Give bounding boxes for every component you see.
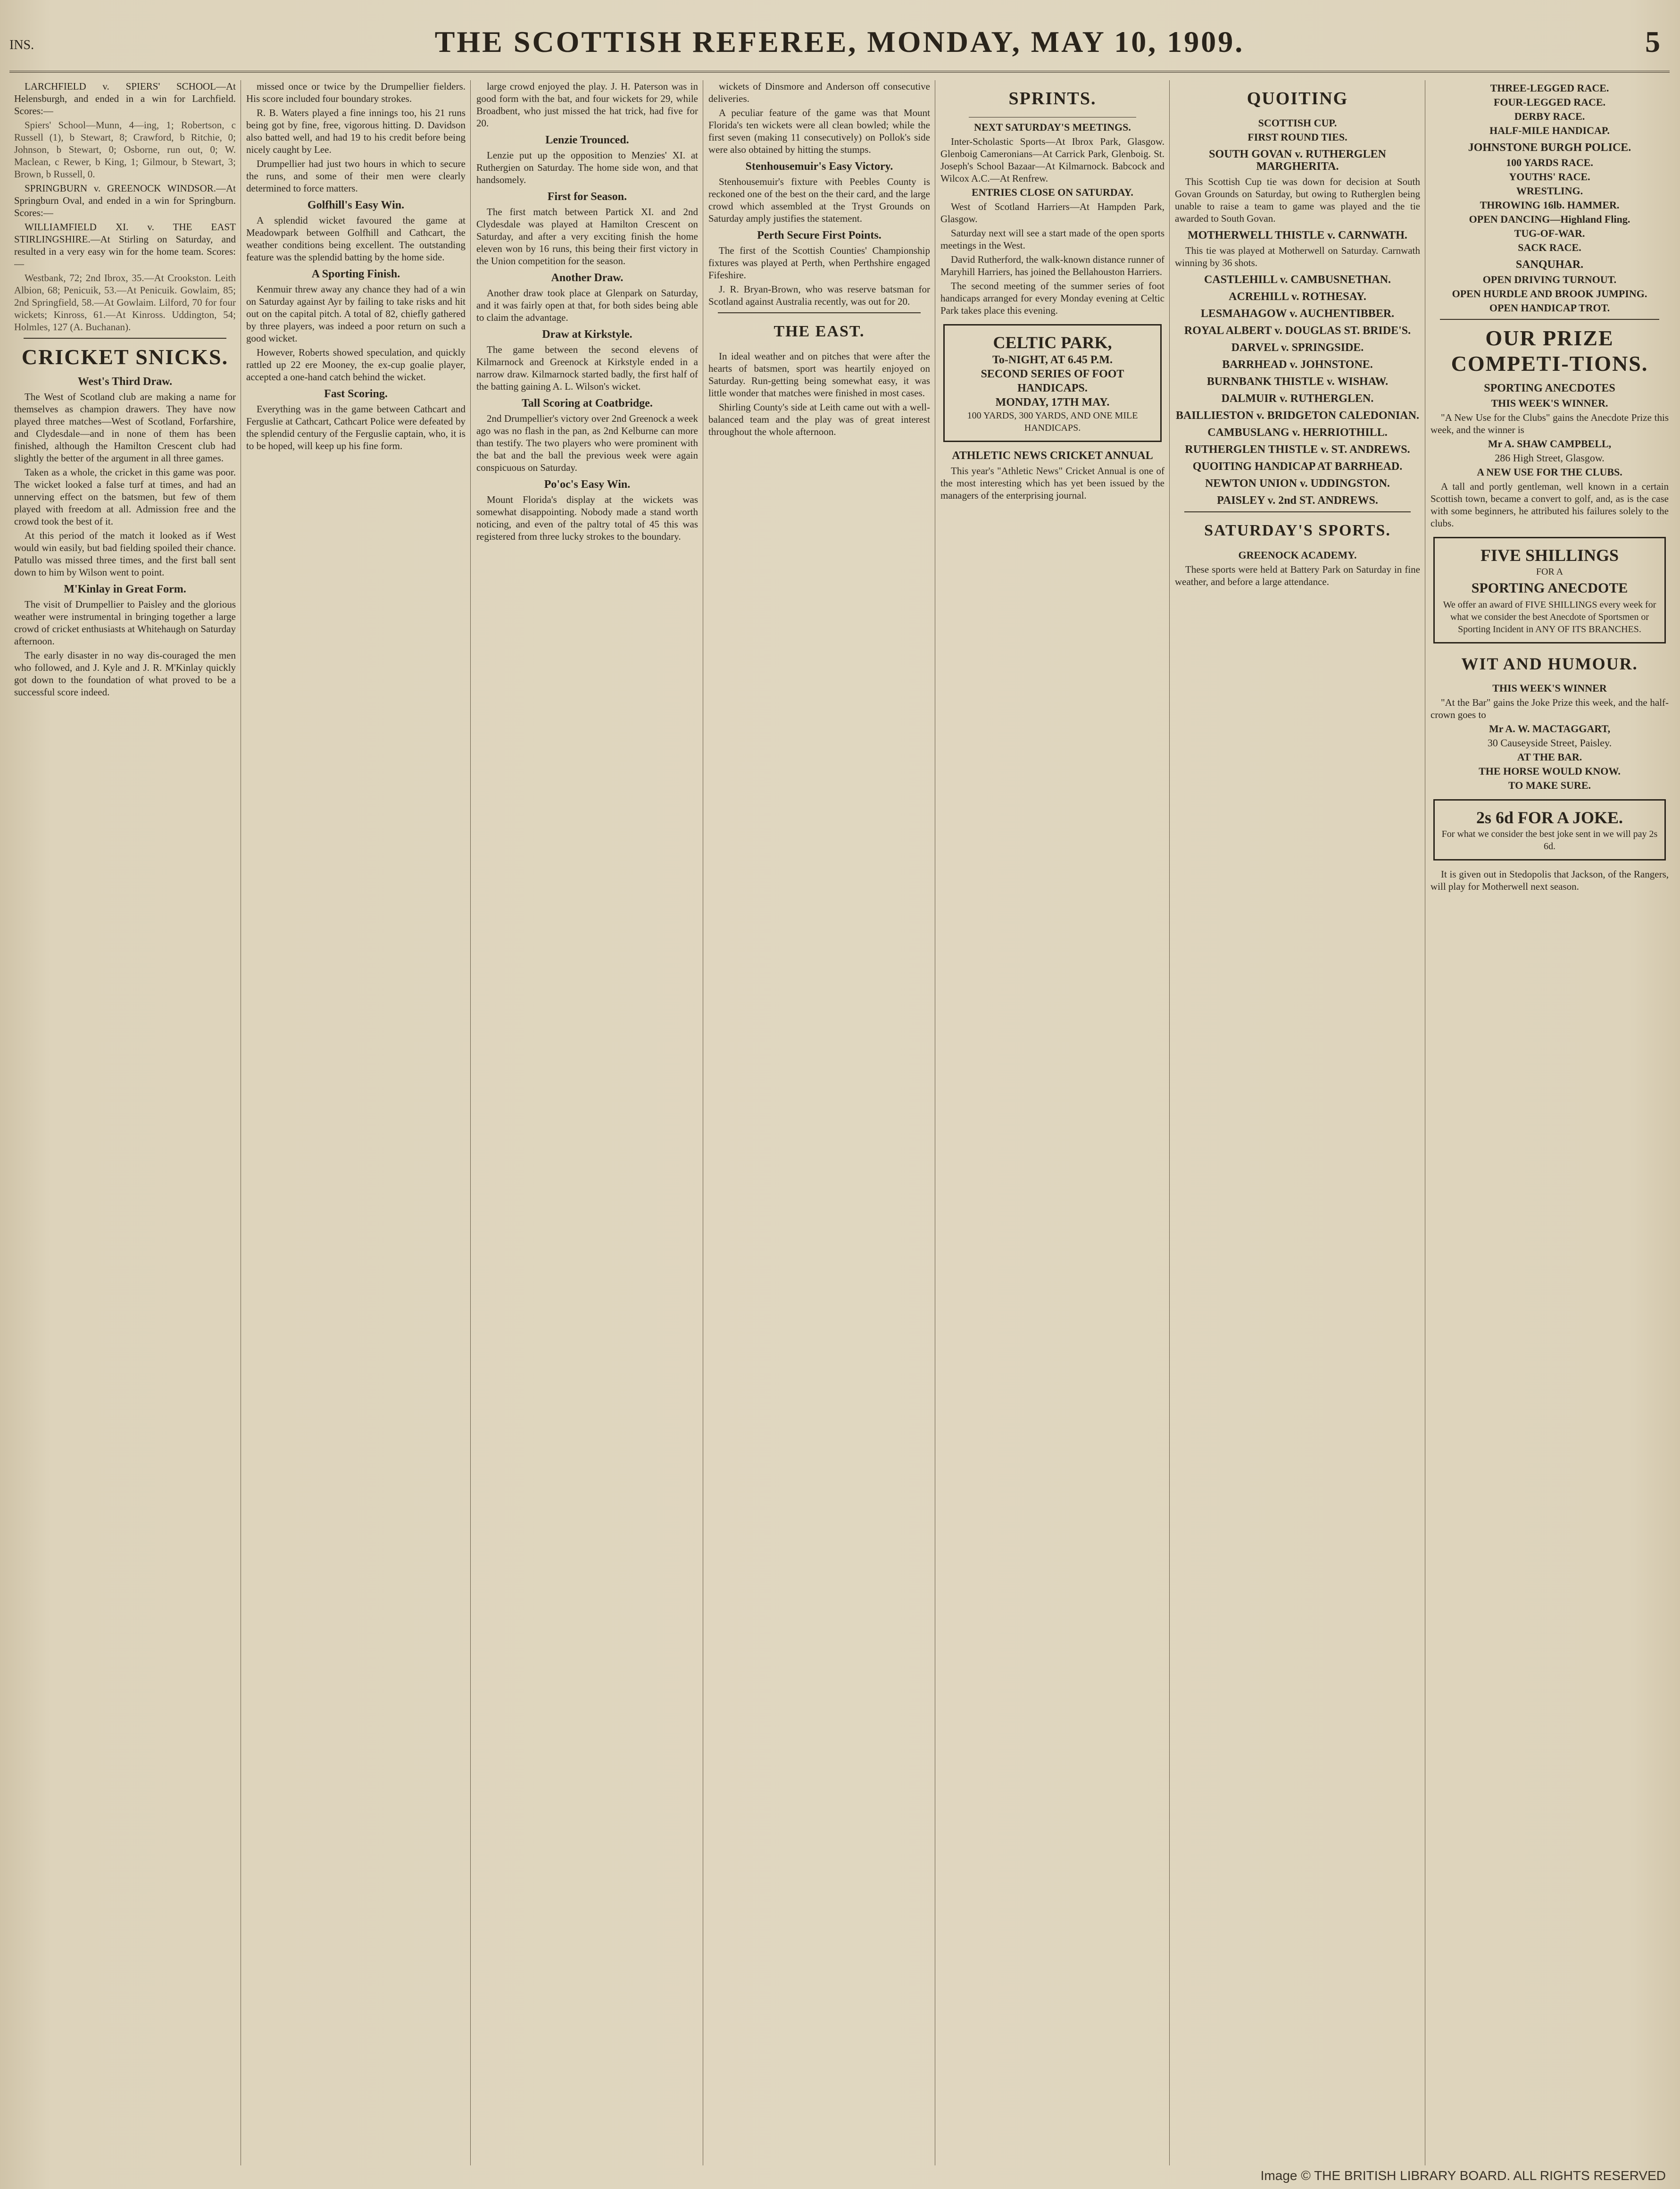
article-paragraph: Kenmuir threw away any chance they had of a win on Saturday against Ayr by failing to take risks and hit out on the capital pitch. A total of 82, chiefly gathered by three players, was indeed a poor return on such a good wicket. (246, 284, 466, 344)
wit-humour-heading: WIT AND HUMOUR. (1461, 654, 1638, 673)
event-heading: DERBY RACE. (1514, 110, 1585, 122)
masthead (9, 14, 1670, 73)
article-heading: SPORTING ANECDOTES (1484, 382, 1615, 394)
column-3 (476, 80, 698, 2165)
column-1 (14, 80, 236, 2165)
event-heading: THROWING 16lb. HAMMER. (1480, 199, 1620, 211)
winner-name: Mr A. W. MACTAGGART, (1489, 723, 1611, 735)
article-subheading: Lenzie Trounced. (545, 134, 629, 146)
article-subheading: SCOTTISH CUP. (1258, 117, 1337, 129)
section-rule (1440, 319, 1659, 320)
match-heading: BURNBANK THISTLE v. WISHAW. (1206, 376, 1389, 388)
article-subheading: ENTRIES CLOSE ON SATURDAY. (972, 186, 1133, 198)
article-subheading: Another Draw. (551, 272, 624, 284)
article-paragraph: Mount Florida's display at the wickets was somewhat disappointing. Nobody made a stand worth noticing, and even of the paltry total of 45 this was registered from three lucky strokes to the boundary. (476, 494, 698, 542)
article-paragraph: The game between the second elevens of Kilmarnock and Greenock at Kirkstyle ended in a narrow draw. Kilmarnock started badly, the first half of the batting gaining A. L. Wilson's wicket. (476, 344, 698, 392)
article-paragraph: David Rutherford, the walk-known distance runner of Maryhill Harriers, has joined the Bellahouston Harriers. (940, 254, 1164, 277)
event-heading: TUG-OF-WAR. (1514, 227, 1585, 239)
article-paragraph: "A New Use for the Clubs" gains the Anecdote Prize this week, and the winner is (1430, 412, 1669, 435)
article-paragraph: SPRINGBURN v. GREENOCK WINDSOR.—At Springburn Oval, and ended in a win for Springburn. Scores:— (14, 183, 236, 218)
five-shillings-advert (1433, 537, 1666, 643)
column-divider (1169, 80, 1170, 2165)
article-paragraph: Another draw took place at Glenpark on Saturday, and it was fairly open at that, for both sides being able to claim the advantage. (476, 287, 698, 323)
match-heading: LESMAHAGOW v. AUCHENTIBBER. (1200, 308, 1395, 320)
article-heading: SANQUHAR. (1515, 259, 1584, 271)
article-paragraph: Taken as a whole, the cricket in this game was poor. The wicket looked a false turf at times, and had an unnerving effect on the batsmen, but few of them played with freedom at all. Admission free and the crowd took the best of it. (14, 467, 236, 527)
article-heading: JOHNSTONE BURGH POLICE. (1468, 142, 1631, 154)
scores-block: Spiers' School—Munn, 4—ing, 1; Robertson, c Russell (1), b Stewart, 8; Crawford, b Ritchie, 0; Johnson, b Stewart, 0; Osborne, run out, 0; W. Maclean, c Rewer, b King, 1; Gilmour, b Stewart, 3; Brown, b Russell, 0. (14, 119, 236, 180)
article-subheading: TO MAKE SURE. (1508, 779, 1591, 791)
column-5 (940, 80, 1164, 2165)
copyright-footer: Image © THE BRITISH LIBRARY BOARD. ALL RIGHTS RESERVED (1260, 2168, 1666, 2183)
article-heading: ATHLETIC NEWS CRICKET ANNUAL (952, 450, 1153, 462)
edge-text: INS. (9, 38, 34, 52)
match-heading: MOTHERWELL THISTLE v. CARNWATH. (1188, 229, 1407, 242)
advert-detail: We offer an award of FIVE SHILLINGS every week for what we consider the best Anecdote of Sportsmen or Sporting Incident in ANY OF ITS BRANCHES. (1443, 600, 1656, 635)
article-subheading: Tall Scoring at Coatbridge. (522, 397, 653, 409)
article-paragraph: The first match between Partick XI. and 2nd Clydesdale was played at Hamilton Crescent on Saturday, and after a very exciting finish the home eleven won by 16 runs, this being their first victory in the Union competition for the season. (476, 206, 698, 267)
section-heading: QUOITING (1247, 89, 1348, 109)
article-paragraph: Stenhousemuir's fixture with Peebles County is reckoned one of the best on the their card, and the large crowd which assembled at the Tryst Grounds on Saturday amply justifies the statement. (708, 176, 930, 224)
section-heading: SPRINTS. (1008, 89, 1097, 109)
winner-name: Mr A. SHAW CAMPBELL, (1488, 438, 1612, 450)
article-paragraph: missed once or twice by the Drumpellier fielders. His score included four boundary strokes. (246, 81, 466, 104)
article-subheading: THIS WEEK'S WINNER. (1491, 397, 1608, 409)
article-paragraph: Shirling County's side at Leith came out with a well-balanced team and the play was of great interest throughout the whole afternoon. (708, 401, 930, 437)
advert-subtitle: SECOND SERIES OF FOOT HANDICAPS. (981, 368, 1124, 394)
winner-address: 286 High Street, Glasgow. (1495, 452, 1605, 464)
article-paragraph: "At the Bar" gains the Joke Prize this week, and the half-crown goes to (1430, 697, 1669, 720)
article-paragraph: The early disaster in no way dis-couraged the men who followed, and J. Kyle and J. R. M'Kinlay quickly got down to the foundation of what proved to be a successful score indeed. (14, 650, 236, 698)
match-heading: BAILLIESTON v. BRIDGETON CALEDONIAN. (1176, 409, 1419, 422)
article-subheading: NEXT SATURDAY'S MEETINGS. (974, 121, 1131, 133)
advert-detail: For what we consider the best joke sent in we will pay 2s 6d. (1441, 829, 1658, 852)
article-paragraph: J. R. Bryan-Brown, who was reserve batsman for Scotland against Australia recently, was out for 20. (708, 284, 930, 307)
article-paragraph: However, Roberts showed speculation, and quickly rattled up 22 ere Mooney, the ex-cup goalie player, accepted a one-hand catch behind the wicket. (246, 347, 466, 383)
section-rule (24, 338, 226, 339)
article-subheading: Perth Secure First Points. (757, 229, 882, 242)
results-list: Westbank, 72; 2nd Ibrox, 35.—At Crookston. Leith Albion, 68; Penicuik, 53.—At Penicuik. Gowlaim, 85; 2nd Springfield, 58.—At Gowlaim. Lilford, 70 for four wickets; Kinross, 61.—At Kinross. Uddington, 54; Holmles, 127 (A. Buchanan). (14, 272, 236, 333)
article-paragraph: A tall and portly gentleman, well known in a certain Scottish town, became a convert to golf, and, as is the case with some beginners, he attributed his failures solely to the clubs. (1430, 481, 1669, 529)
article-subheading: QUOITING HANDICAP AT BARRHEAD. (1192, 460, 1403, 473)
match-heading: RUTHERGLEN THISTLE v. ST. ANDREWS. (1185, 443, 1410, 456)
article-subheading: THIS WEEK'S WINNER (1492, 682, 1607, 694)
column-4 (708, 80, 930, 2165)
article-paragraph: It is given out in Stedopolis that Jackson, of the Rangers, will play for Motherwell next season. (1430, 869, 1669, 892)
advert-subtitle: SPORTING ANECDOTE (1471, 580, 1628, 596)
column-2 (246, 80, 466, 2165)
article-subheading: M'Kinlay in Great Form. (64, 583, 186, 595)
prize-competitions-heading: OUR PRIZE COMPETI-TIONS. (1451, 326, 1648, 376)
event-heading: OPEN DRIVING TURNOUT. (1482, 274, 1617, 285)
article-paragraph: A splendid wicket favoured the game at Meadowpark between Golfhill and Cathcart, the weather conditions being excellent. The outstanding feature was the splendid batting by the home side. (246, 215, 466, 263)
celtic-park-advert (943, 324, 1162, 442)
event-heading: THREE-LEGGED RACE. (1490, 82, 1609, 94)
match-heading: DALMUIR v. RUTHERGLEN. (1221, 393, 1374, 405)
match-heading: CAMBUSLANG v. HERRIOTHILL. (1207, 426, 1388, 439)
article-paragraph: Saturday next will see a start made of the open sports meetings in the West. (940, 227, 1164, 251)
column-divider (470, 80, 471, 2165)
advert-time: To-NIGHT, AT 6.45 P.M. (992, 354, 1113, 366)
article-paragraph: The first of the Scottish Counties' Championship fixtures was played at Perth, when Perthshire engaged Fifeshire. (708, 245, 930, 281)
event-heading: 100 YARDS RACE. (1506, 157, 1593, 168)
article-paragraph: This year's "Athletic News" Cricket Annual is one of the most interesting which has yet been issued by the managers of the enterprising journal. (940, 465, 1164, 501)
article-paragraph: large crowd enjoyed the play. J. H. Paterson was in good form with the bat, and four wickets for 29, while Broadbent, who just missed the hat trick, had five for 20. (476, 81, 698, 129)
column-6 (1175, 80, 1420, 2165)
article-paragraph: West of Scotland Harriers—At Hampden Park, Glasgow. (940, 201, 1164, 225)
article-subheading: Po'oc's Easy Win. (544, 478, 631, 491)
article-paragraph: Everything was in the game between Cathcart and Ferguslie at Cathcart, Cathcart Police were defeated by the splendid century of the Ferguslie captain, who, it is to be hoped, will keep up his fine form. (246, 403, 466, 451)
masthead-title: THE SCOTTISH REFEREE, MONDAY, MAY 10, 1909. (434, 25, 1245, 58)
event-heading: WRESTLING. (1516, 185, 1583, 197)
event-heading: HALF-MILE HANDICAP. (1489, 125, 1610, 136)
article-subheading: Stenhousemuir's Easy Victory. (745, 160, 893, 173)
section-heading: SATURDAY'S SPORTS. (1204, 522, 1391, 539)
article-paragraph: This Scottish Cup tie was down for decision at South Govan Grounds on Saturday, but owing to Rutherglen being unable to raise a team to game was played and the tie awarded to South Govan. (1175, 176, 1420, 224)
match-heading: CASTLEHILL v. CAMBUSNETHAN. (1204, 274, 1391, 286)
match-heading: DARVEL v. SPRINGSIDE. (1231, 342, 1364, 354)
section-heading: THE EAST. (773, 323, 865, 340)
match-heading: PAISLEY v. 2nd ST. ANDREWS. (1217, 494, 1378, 507)
article-paragraph: The second meeting of the summer series of foot handicaps arranged for every Monday evening at Celtic Park takes place this evening. (940, 280, 1164, 316)
match-heading: SOUTH GOVAN v. RUTHERGLEN MARGHERITA. (1209, 148, 1386, 173)
article-subheading: Draw at Kirkstyle. (542, 328, 632, 341)
advert-title: CELTIC PARK, (993, 333, 1112, 352)
advert-date: MONDAY, 17TH MAY. (995, 396, 1110, 409)
match-heading: ACREHILL v. ROTHESAY. (1229, 291, 1366, 303)
match-heading: BARRHEAD v. JOHNSTONE. (1222, 359, 1373, 371)
article-paragraph: The West of Scotland club are making a name for themselves as champion drawers. They have now played three matches—West of Scotland, Forfarshire, and Clydesdale—and in none of them has been finished, although the Hamilton Crescent club had slightly the better of the argument in all three games. (14, 391, 236, 464)
page-number: 5 (1645, 25, 1660, 58)
column-7 (1430, 80, 1669, 2165)
article-paragraph: At this period of the match it looked as if West would win easily, but bad fielding spoiled their chance. Patullo was missed three times, and the first ball sent down to him by Wilson went to point. (14, 530, 236, 578)
advert-detail: 100 YARDS, 300 YARDS, AND ONE MILE HANDICAPS. (967, 410, 1138, 433)
section-rule (1184, 511, 1411, 512)
article-paragraph: Lenzie put up the opposition to Menzies' XI. at Ruthergien on Saturday. The home side won, and that handsomely. (476, 150, 698, 185)
event-heading: FOUR-LEGGED RACE. (1493, 96, 1606, 108)
article-paragraph: The visit of Drumpellier to Paisley and the glorious weather were instrumental in bringing together a large crowd of cricket enthusiasts at Whitehaugh on Saturday afternoon. (14, 599, 236, 647)
article-paragraph: LARCHFIELD v. SPIERS' SCHOOL—At Helensburgh, and ended in a win for Larchfield. Scores:— (14, 81, 236, 117)
event-heading: OPEN DANCING—Highland Fling. (1469, 213, 1630, 225)
article-subheading: West's Third Draw. (77, 376, 173, 388)
advert-title: 2s 6d FOR A JOKE. (1476, 808, 1623, 827)
event-heading: SACK RACE. (1518, 242, 1581, 253)
article-paragraph: WILLIAMFIELD XI. v. THE EAST STIRLINGSHIRE.—At Stirling on Saturday, and resulted in a very easy win for the home team. Scores:— (14, 221, 236, 269)
article-subheading: GREENOCK ACADEMY. (1238, 549, 1357, 561)
article-subheading: THE HORSE WOULD KNOW. (1479, 765, 1621, 777)
article-paragraph: Drumpellier had just two hours in which to secure the runs, and some of their men were clearly determined to force matters. (246, 158, 466, 194)
article-subheading: First for Season. (547, 191, 627, 203)
article-subheading: A Sporting Finish. (311, 268, 400, 280)
article-paragraph: In ideal weather and on pitches that were after the hearts of batsmen, sport was heartily enjoyed on Saturday. Run-getting being somewhat easy, it was little wonder that matches were finished in most cases. (708, 351, 930, 399)
article-subheading: A NEW USE FOR THE CLUBS. (1477, 466, 1622, 478)
article-subheading: Golfhill's Easy Win. (307, 199, 405, 211)
article-paragraph: This tie was played at Motherwell on Saturday. Carnwath winning by 36 shots. (1175, 245, 1420, 268)
event-heading: OPEN HURDLE AND BROOK JUMPING. (1452, 288, 1647, 300)
joke-advert (1433, 799, 1666, 861)
section-heading: CRICKET SNICKS. (21, 345, 229, 369)
section-rule (718, 312, 921, 313)
event-heading: YOUTHS' RACE. (1509, 171, 1590, 183)
match-heading: NEWTON UNION v. UDDINGSTON. (1205, 477, 1390, 490)
winner-address: 30 Causeyside Street, Paisley. (1487, 737, 1612, 749)
advert-for: FOR A (1536, 567, 1564, 577)
article-paragraph: 2nd Drumpellier's victory over 2nd Greenock a week ago was no flash in the pan, as 2nd Kelburne can more than testify. The two players who were prominent with the bat and the ball the previous week were again conspicuous on Saturday. (476, 413, 698, 473)
event-heading: OPEN HANDICAP TROT. (1489, 302, 1610, 314)
article-subheading: FIRST ROUND TIES. (1248, 131, 1347, 143)
article-subheading: AT THE BAR. (1517, 751, 1582, 763)
advert-title: FIVE SHILLINGS (1480, 546, 1619, 565)
article-subheading: Fast Scoring. (324, 388, 388, 400)
article-paragraph: R. B. Waters played a fine innings too, his 21 runs being got by fine, free, vigorous hitting. D. Davidson also batted well, and had 19 to his credit before being nicely caught by Lee. (246, 107, 466, 155)
article-paragraph: These sports were held at Battery Park on Saturday in fine weather, and before a large attendance. (1175, 564, 1420, 587)
article-paragraph: wickets of Dinsmore and Anderson off consecutive deliveries. (708, 81, 930, 104)
match-heading: ROYAL ALBERT v. DOUGLAS ST. BRIDE'S. (1184, 325, 1411, 337)
article-paragraph: Inter-Scholastic Sports—At Ibrox Park, Glasgow. Glenboig Cameronians—At Carrick Park, Glenboig. St. Joseph's School Bazaar—At Kilmarnock. Babcock and Wilcox A.C.—At Renfrew. (940, 136, 1164, 184)
article-paragraph: A peculiar feature of the game was that Mount Florida's ten wickets were all clean bowled; while the first seven (making 11 consecutively) on Pollok's side were also obtained by hitting the stumps. (708, 107, 930, 155)
